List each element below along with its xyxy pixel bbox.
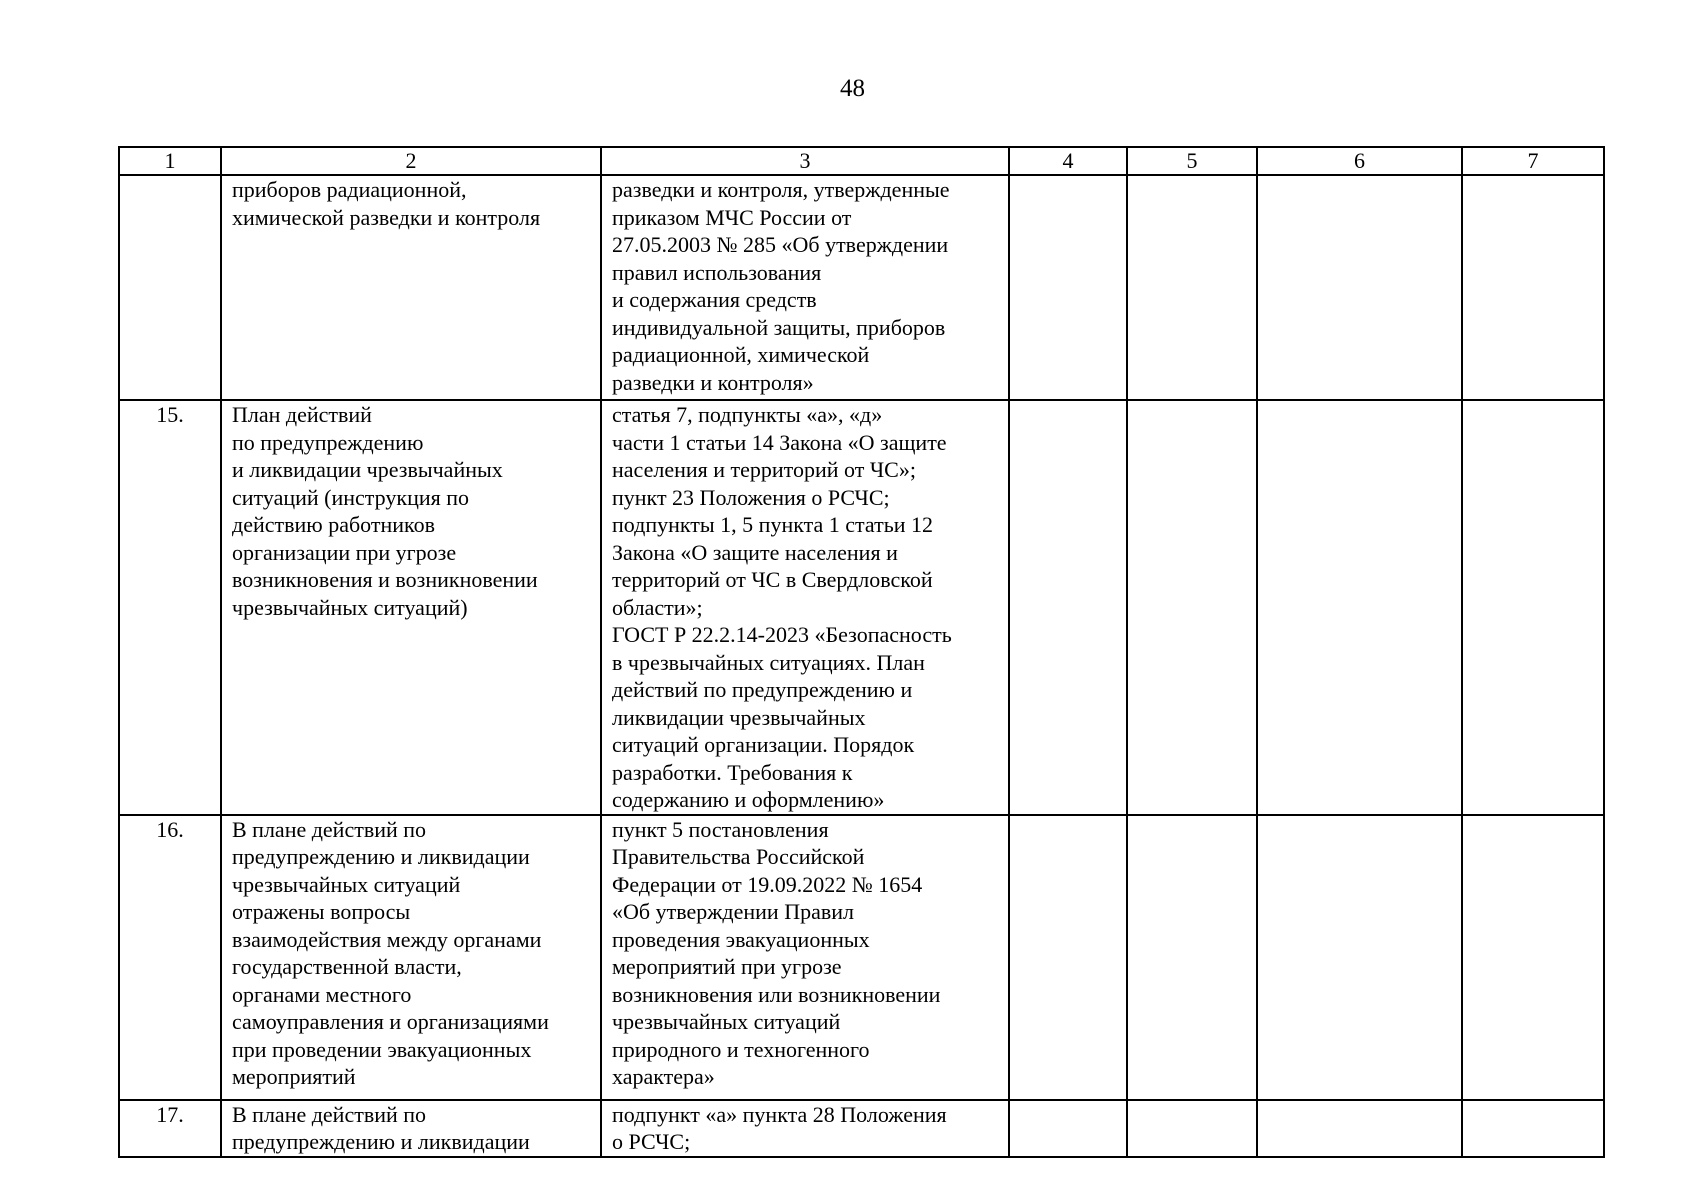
requirement-cell: План действий по предупреждению и ликвидации чрезвычайных ситуаций (инструкция по действию работников организации при угрозе возникновения и возникновении чрезвычайных ситуаций)	[221, 400, 601, 815]
cell-col-4	[1009, 1100, 1127, 1157]
cell-col-7	[1462, 400, 1604, 815]
row-number	[119, 175, 221, 400]
legal-basis-cell: пункт 5 постановления Правительства Российской Федерации от 19.09.2022 № 1654 «Об утверждении Правил проведения эвакуационных мероприятий при угрозе возникновения или возникновении чрезвычайных ситуаций природного и техногенного характера»	[601, 815, 1009, 1100]
header-row	[119, 147, 1604, 175]
legal-basis-cell: разведки и контроля, утвержденные приказом МЧС России от 27.05.2003 № 285 «Об утверждении правил использования и содержания средств индивидуальной защиты, приборов радиационной, химической разведки и контроля»	[601, 175, 1009, 400]
header-col-4: 4	[1009, 147, 1127, 175]
cell-col-5	[1127, 815, 1257, 1100]
page-number: 48	[840, 75, 865, 102]
header-col-1: 1	[119, 147, 221, 175]
row-number: 16.	[119, 815, 221, 1100]
header-col-2: 2	[221, 147, 601, 175]
requirement-cell: приборов радиационной, химической разведки и контроля	[221, 175, 601, 400]
header-col-6: 6	[1257, 147, 1462, 175]
row-number: 15.	[119, 400, 221, 815]
header-col-3: 3	[601, 147, 1009, 175]
cell-col-5	[1127, 175, 1257, 400]
header-col-7: 7	[1462, 147, 1604, 175]
cell-col-7	[1462, 1100, 1604, 1157]
table-row	[119, 1100, 1604, 1157]
table-row	[119, 815, 1604, 1100]
requirements-table	[118, 146, 1605, 1158]
legal-basis-cell: подпункт «а» пункта 28 Положения о РСЧС;	[601, 1100, 1009, 1157]
table-row	[119, 175, 1604, 400]
cell-col-6	[1257, 400, 1462, 815]
row-number: 17.	[119, 1100, 221, 1157]
cell-col-4	[1009, 175, 1127, 400]
requirement-cell: В плане действий по предупреждению и ликвидации	[221, 1100, 601, 1157]
table-row	[119, 400, 1604, 815]
cell-col-5	[1127, 400, 1257, 815]
cell-col-4	[1009, 400, 1127, 815]
cell-col-6	[1257, 175, 1462, 400]
cell-col-7	[1462, 815, 1604, 1100]
cell-col-4	[1009, 815, 1127, 1100]
header-col-5: 5	[1127, 147, 1257, 175]
cell-col-6	[1257, 1100, 1462, 1157]
requirement-cell: В плане действий по предупреждению и ликвидации чрезвычайных ситуаций отражены вопросы взаимодействия между органами государственной власти, органами местного самоуправления и организациями при проведении эвакуационных мероприятий	[221, 815, 601, 1100]
cell-col-6	[1257, 815, 1462, 1100]
legal-basis-cell: статья 7, подпункты «а», «д» части 1 статьи 14 Закона «О защите населения и территорий от ЧС»; пункт 23 Положения о РСЧС; подпункты 1, 5 пункта 1 статьи 12 Закона «О защите населения и территорий от ЧС в Свердловской области»; ГОСТ Р 22.2.14-2023 «Безопасность в чрезвычайных ситуациях. План действий по предупреждению и ликвидации чрезвычайных ситуаций организации. Порядок разработки. Требования к содержанию и оформлению»	[601, 400, 1009, 815]
cell-col-7	[1462, 175, 1604, 400]
cell-col-5	[1127, 1100, 1257, 1157]
